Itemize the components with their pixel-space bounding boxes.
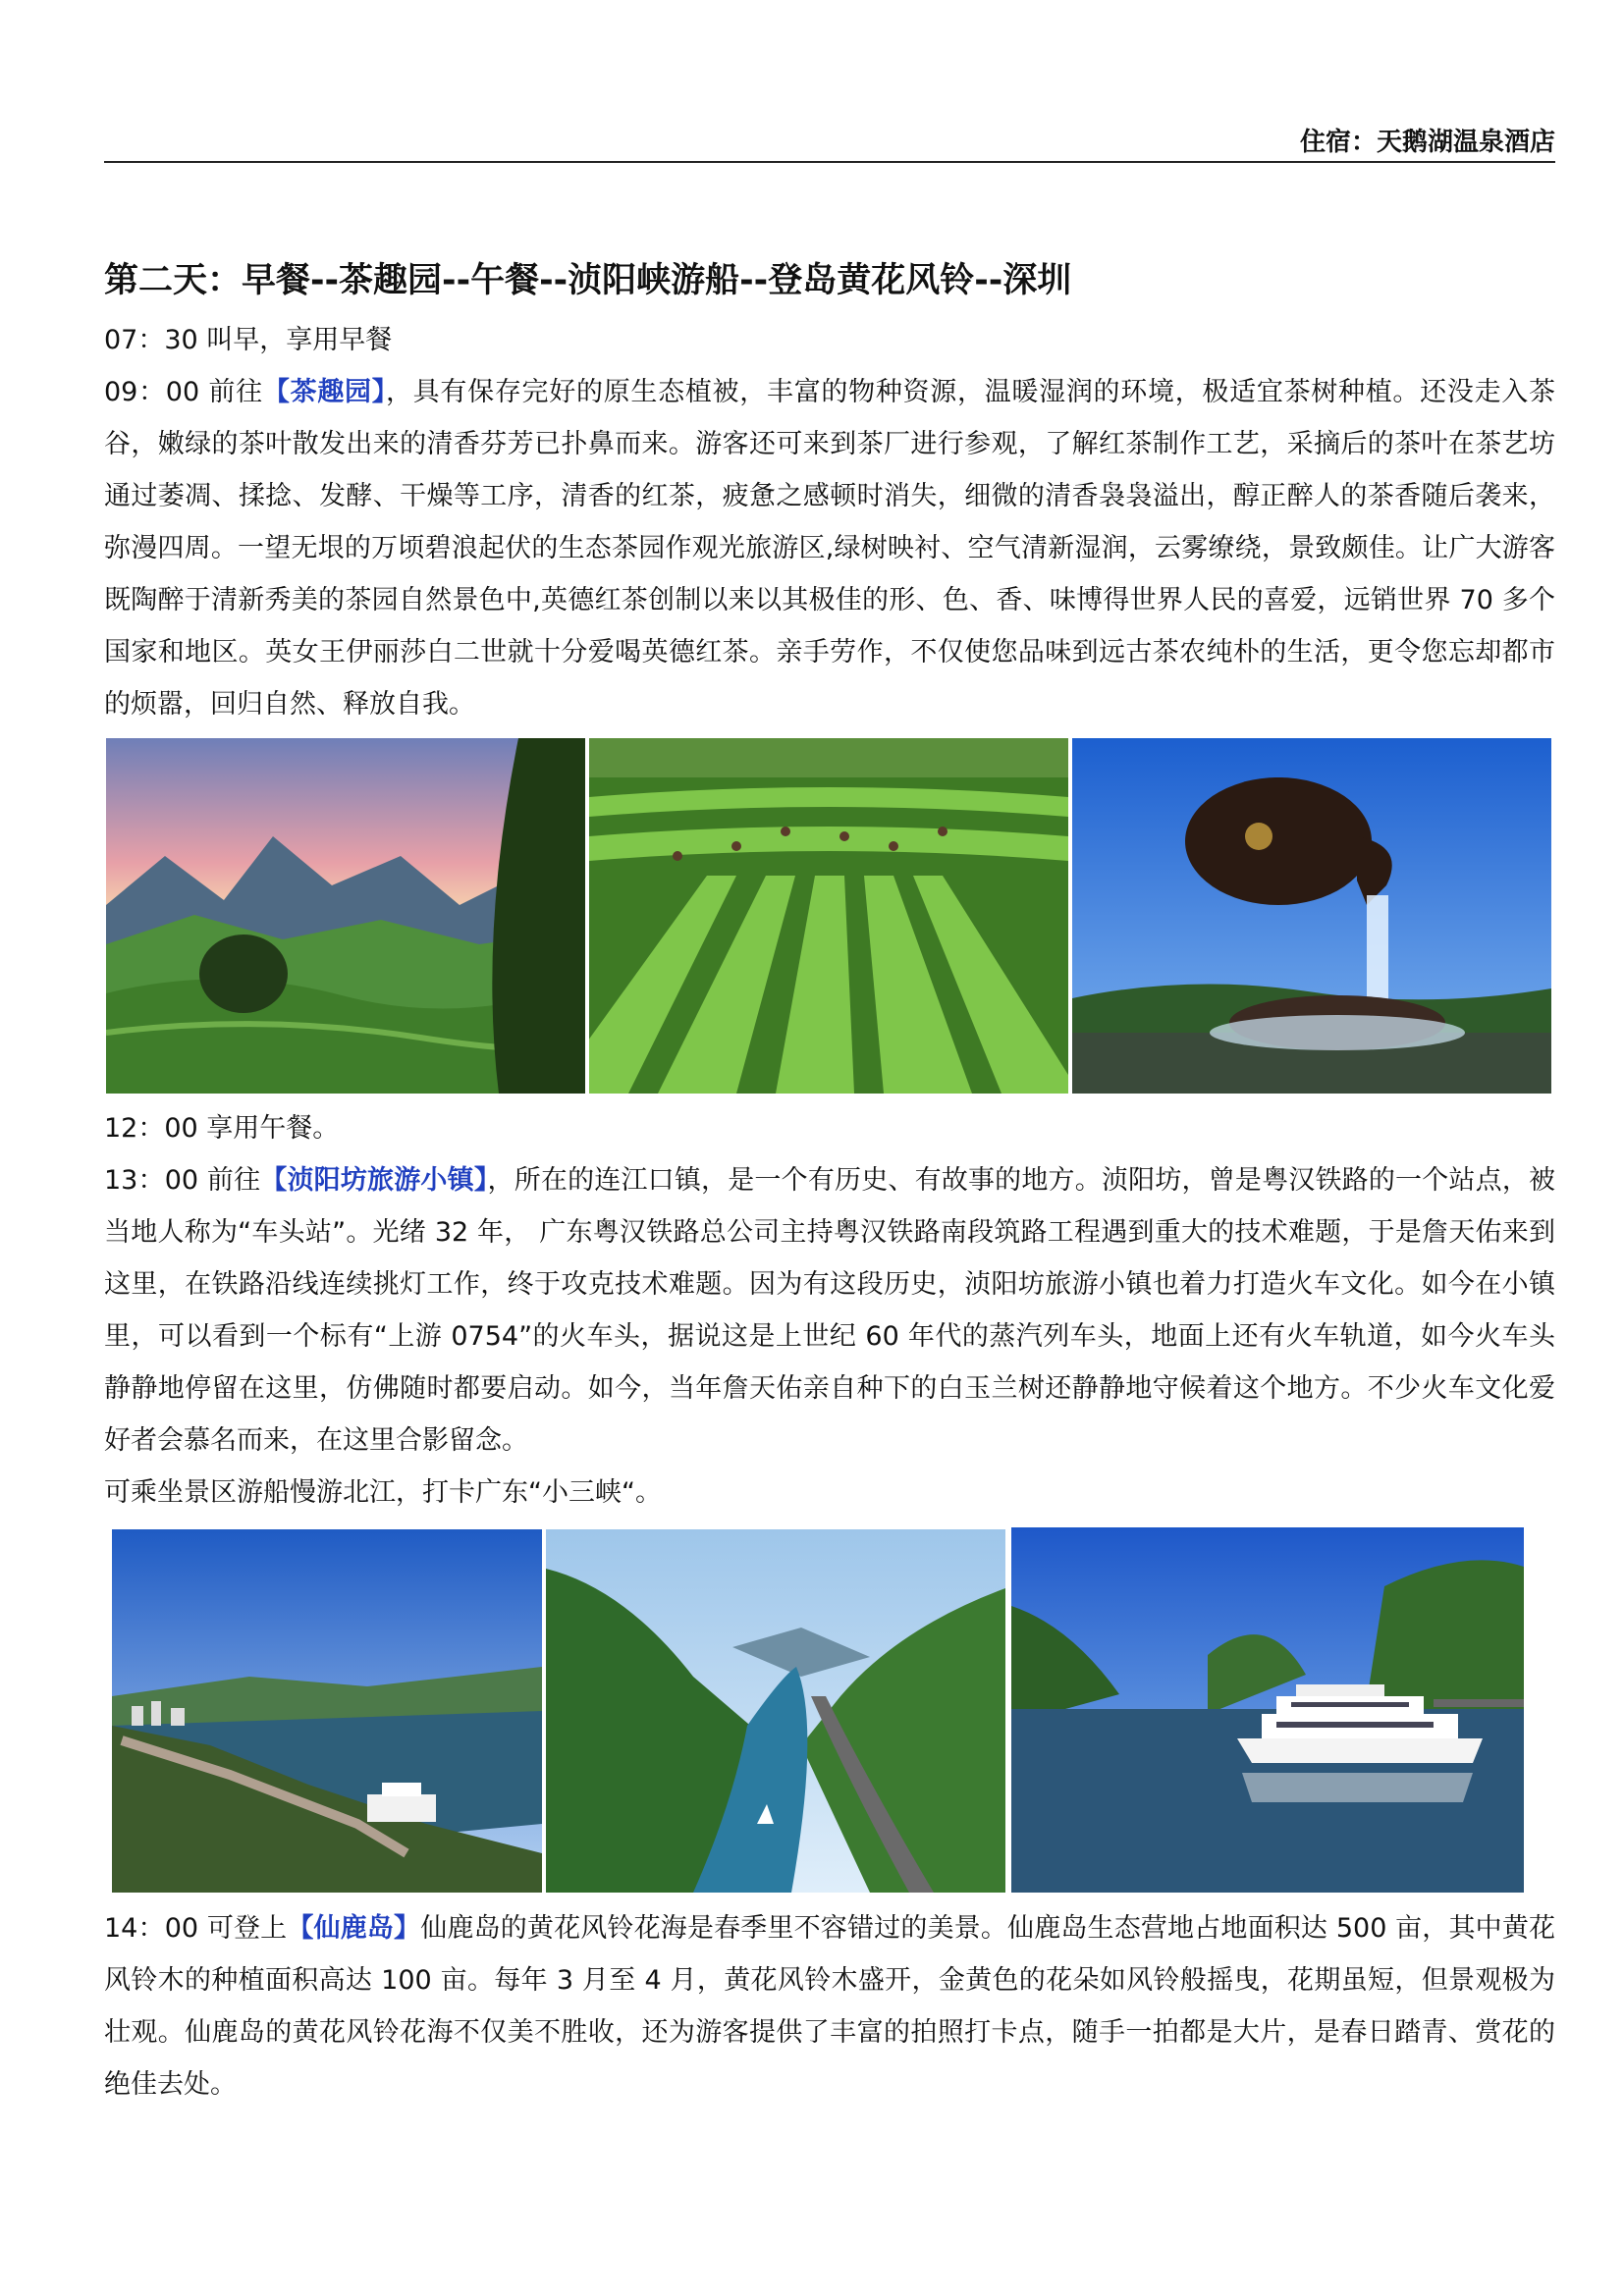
- item-time: 12：00: [104, 1113, 198, 1144]
- item-text: 仙鹿岛的黄花风铃花海是春季里不容错过的美景。仙鹿岛生态营地占地面积达 500 亩，其中黄花风铃木的种植面积高达 100 亩。每年 3 月至 4 月，黄花风铃木盛开，金黄色的花朵如风铃般摇曳，花期虽短，但景观极为壮观。仙鹿岛的黄花风铃花海不仅美不胜收，还为游客提供了丰富的拍照打卡点，随手一拍都是大片，是春日踏青、赏花的绝佳去处。: [104, 1913, 1556, 2100]
- itinerary-item-0730: [104, 314, 1555, 366]
- itinerary-item-1400: [104, 1902, 1555, 2110]
- item-text: ，所在的连江口镇，是一个有历史、有故事的地方。浈阳坊，曾是粤汉铁路的一个站点，被当地人称为“车头站”。光绪 32 年， 广东粤汉铁路总公司主持粤汉铁路南段筑路工程遇到重大的技术难题，于是詹天佑来到这里，在铁路沿线连续挑灯工作，终于攻克技术难题。因为有这段历史，浈阳坊旅游小镇也着力打造火车文化。如今在小镇里，可以看到一个标有“上游 0754”的火车头，据说这是上世纪 60 年代的蒸汽列车头，地面上还有火车轨道，如今火车头静静地停留在这里，仿佛随时都要启动。如今，当年詹天佑亲自种下的白玉兰树还静静地守候着这个地方。不少火车文化爱好者会慕名而来，在这里合影留念。: [104, 1165, 1556, 1456]
- place-highlight-zhenyangfang: 【浈阳坊旅游小镇】: [260, 1165, 488, 1196]
- item-time: 14：00: [104, 1913, 199, 1944]
- photo-tea-plantation-rows: [589, 738, 1068, 1094]
- place-highlight-tea-garden: 【茶趣园】: [262, 377, 386, 407]
- itinerary-item-boat: [104, 1467, 1555, 1519]
- photo-tea-valley-sunset: [106, 738, 585, 1094]
- item-pre: 前往: [199, 377, 263, 407]
- item-time: 09：00: [104, 377, 200, 407]
- day-title: 第二天：早餐--茶趣园--午餐--浈阳峡游船--登岛黄花风铃--深圳: [104, 261, 1072, 300]
- photo-river-town-aerial: [112, 1529, 542, 1893]
- item-time: 07：30: [104, 325, 198, 355]
- page-header: [104, 126, 1555, 163]
- item-text: 享用午餐。: [197, 1113, 340, 1144]
- item-text: 叫早，享用早餐: [197, 325, 393, 355]
- photo-cruise-ship-river: [1011, 1527, 1524, 1893]
- itinerary-item-0900: [104, 366, 1555, 730]
- itinerary-item-1300: [104, 1154, 1555, 1467]
- itinerary-item-1200: [104, 1102, 1555, 1154]
- photo-teapot-fountain: [1072, 738, 1551, 1094]
- accommodation-label: 住宿：天鹅湖温泉酒店: [1299, 128, 1555, 157]
- item-text: ，具有保存完好的原生态植被，丰富的物种资源，温暖湿润的环境，极适宜茶树种植。还没走入茶谷，嫩绿的茶叶散发出来的清香芬芳已扑鼻而来。游客还可来到茶厂进行参观，了解红茶制作工艺，采摘后的茶叶在茶艺坊通过萎凋、揉捻、发酵、干燥等工序，清香的红茶，疲惫之感顿时消失，细微的清香袅袅溢出，醇正醉人的茶香随后袭来，弥漫四周。一望无垠的万顷碧浪起伏的生态茶园作观光旅游区,绿树映衬、空气清新湿润，云雾缭绕，景致颇佳。让广大游客既陶醉于清新秀美的茶园自然景色中,英德红茶创制以来以其极佳的形、色、香、味博得世界人民的喜爱，远销世界 70 多个国家和地区。英女王伊丽莎白二世就十分爱喝英德红茶。亲手劳作，不仅使您品味到远古茶农纯朴的生活，更令您忘却都市的烦嚣，回归自然、释放自我。: [104, 377, 1556, 720]
- item-text: 可乘坐景区游船慢游北江，打卡广东“小三峡“。: [104, 1477, 662, 1508]
- item-time: 13：00: [104, 1165, 199, 1196]
- place-highlight-xianlu-island: 【仙鹿岛】: [287, 1913, 421, 1944]
- item-pre: 前往: [198, 1165, 261, 1196]
- item-pre: 可登上: [198, 1913, 288, 1944]
- photo-gorge-river-road: [546, 1529, 1005, 1893]
